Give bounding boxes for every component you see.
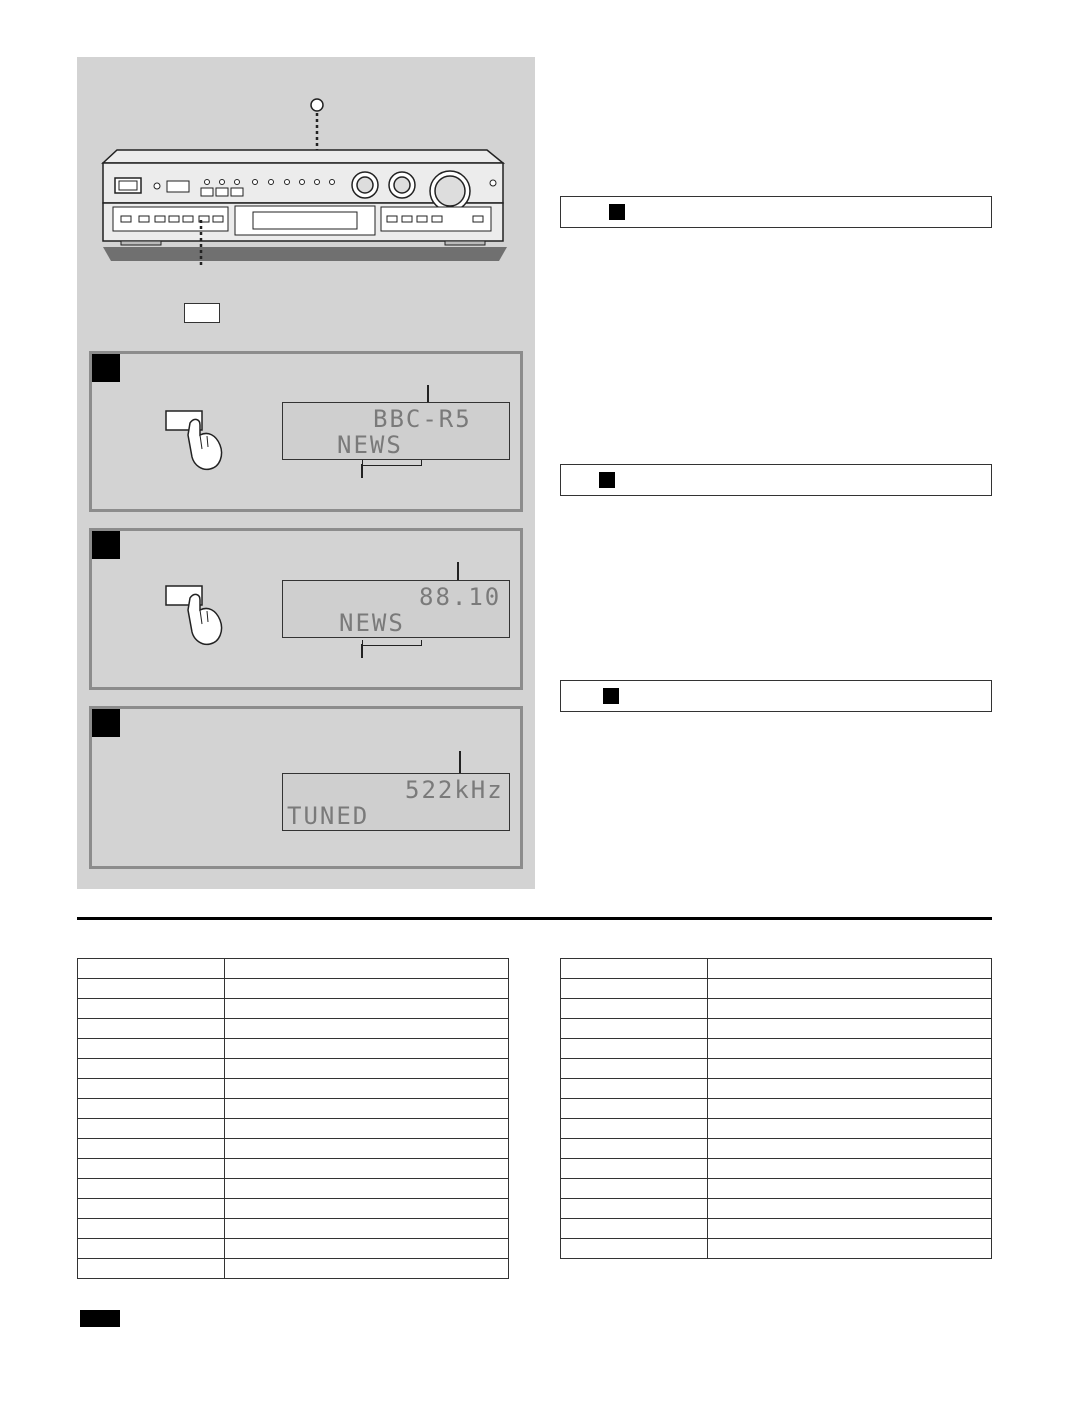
indicator-circle [311,99,323,111]
step-marker-square [609,204,625,220]
table-cell [78,1119,225,1139]
table-cell [225,1159,509,1179]
step-1-display [282,402,510,460]
step-2-bracket [362,640,422,646]
table-cell [78,1099,225,1119]
table-row [78,1179,509,1199]
table-cell [561,999,708,1019]
step-1-bracket [362,460,422,466]
section-divider [77,917,992,920]
step-3-display [282,773,510,831]
table-cell [225,1259,509,1279]
left-table [77,958,509,1279]
table-cell [708,959,992,979]
section-heading-bar-3 [560,680,992,712]
hand-press-icon [160,580,230,650]
hand-press-icon [160,405,230,475]
step-3-display-line1: 522kHz [405,776,504,804]
table-cell [708,1199,992,1219]
table-cell [561,1039,708,1059]
table-row [78,1019,509,1039]
table-cell [708,1159,992,1179]
table-cell [561,1059,708,1079]
table-row [561,1079,992,1099]
table-cell [78,1199,225,1219]
table-cell [561,1099,708,1119]
table-cell [225,1019,509,1039]
table-row [78,1039,509,1059]
table-cell [78,979,225,999]
table-cell [708,979,992,999]
table-cell [561,1239,708,1259]
table-cell [225,999,509,1019]
table-cell [78,1159,225,1179]
table-cell [561,1019,708,1039]
table-cell [561,979,708,999]
step-marker-square [603,688,619,704]
step-2-display-line1: 88.10 [419,583,502,611]
table-cell [708,1019,992,1039]
table-row [78,1079,509,1099]
table-row [78,999,509,1019]
step-marker-square [599,472,615,488]
table-cell [708,1099,992,1119]
table-cell [708,1079,992,1099]
table-row [78,979,509,999]
table-cell [78,1079,225,1099]
section-heading-bar-2 [560,464,992,496]
table-row [561,1039,992,1059]
table-cell [78,999,225,1019]
table-row [561,1099,992,1119]
table-row [78,1239,509,1259]
table-row [561,959,992,979]
table-row [78,1199,509,1219]
table-cell [708,1219,992,1239]
table-row [78,959,509,979]
table-cell [708,1039,992,1059]
table-row [561,1059,992,1079]
table-row [78,1259,509,1279]
table-cell [225,1239,509,1259]
table-row [78,1159,509,1179]
step-1-display-line1: BBC-R5 [373,405,472,433]
table-cell [225,979,509,999]
table-row [561,1179,992,1199]
table-row [78,1099,509,1119]
table-cell [78,1039,225,1059]
table-cell [708,999,992,1019]
step-3-pointer [459,751,461,775]
table-row [561,1199,992,1219]
table-cell [225,959,509,979]
table-cell [225,1199,509,1219]
table-cell [78,1219,225,1239]
table-row [561,1239,992,1259]
table-cell [78,1179,225,1199]
step-2-display [282,580,510,638]
table-row [78,1219,509,1239]
table-cell [225,1219,509,1239]
table-row [561,1159,992,1179]
table-cell [225,1039,509,1059]
table-cell [225,1179,509,1199]
table-cell [78,959,225,979]
table-row [561,1019,992,1039]
table-cell [561,959,708,979]
step-number-1 [92,354,120,382]
table-cell [225,1079,509,1099]
table-row [561,1139,992,1159]
step-1-bracket-pointer [361,464,363,478]
table-cell [561,1079,708,1099]
step-number-2 [92,531,120,559]
step-2-bracket-pointer [361,644,363,658]
table-cell [561,1219,708,1239]
table-cell [225,1059,509,1079]
table-cell [78,1259,225,1279]
table-row [561,979,992,999]
step-1-display-line2: NEWS [337,431,403,459]
step-3-display-line2: TUNED [287,802,370,830]
table-cell [225,1139,509,1159]
table-cell [225,1099,509,1119]
tuner-button-label-box [184,303,220,323]
table-cell [225,1119,509,1139]
table-row [561,1119,992,1139]
table-cell [561,1179,708,1199]
table-cell [708,1139,992,1159]
table-row [78,1119,509,1139]
table-cell [708,1239,992,1259]
table-row [561,1219,992,1239]
table-row [561,999,992,1019]
table-cell [78,1019,225,1039]
step-number-3 [92,709,120,737]
table-cell [561,1139,708,1159]
table-cell [78,1059,225,1079]
table-cell [561,1159,708,1179]
step-2-display-line2: NEWS [339,609,405,637]
table-cell [78,1239,225,1259]
table-cell [708,1119,992,1139]
table-cell [561,1199,708,1219]
table-row [78,1139,509,1159]
table-cell [708,1059,992,1079]
table-cell [561,1119,708,1139]
table-row [78,1059,509,1079]
section-heading-bar-1 [560,196,992,228]
table-cell [78,1139,225,1159]
table-cell [708,1179,992,1199]
right-table [560,958,992,1259]
receiver-illustration [95,95,515,265]
note-label-tag [80,1310,120,1327]
